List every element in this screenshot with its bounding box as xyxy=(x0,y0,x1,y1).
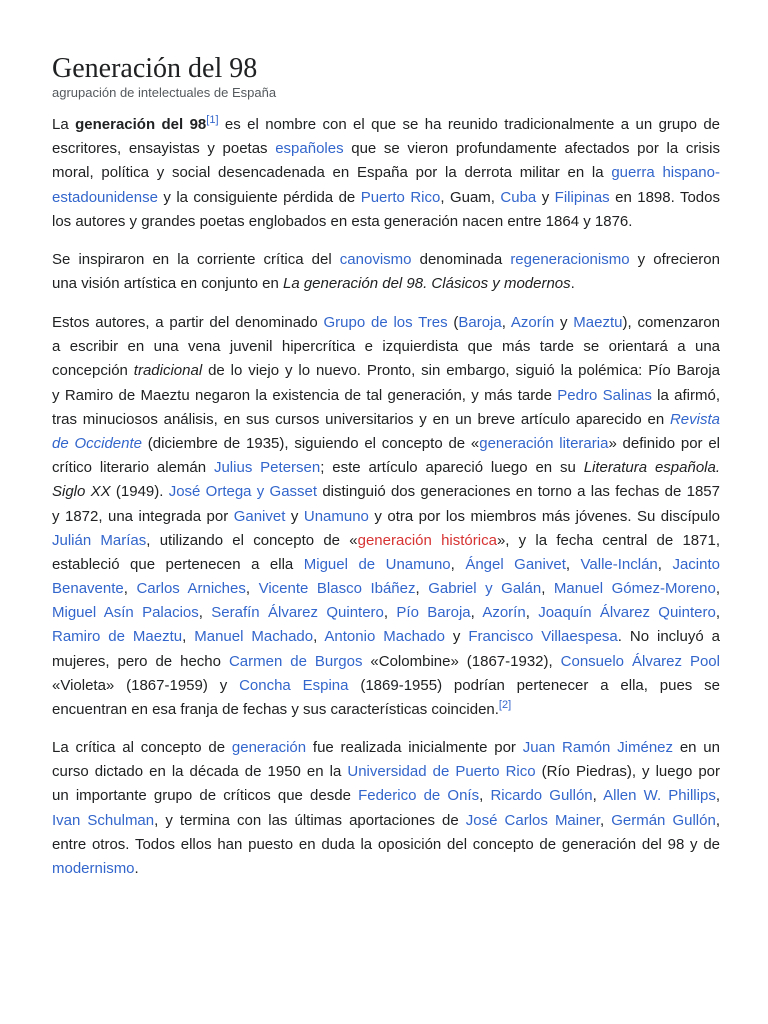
text: y xyxy=(554,314,574,331)
text: y xyxy=(536,188,555,206)
link-consuelo-alvarez-pool[interactable]: Consuelo Álvarez Pool xyxy=(560,652,720,670)
text: , xyxy=(541,580,554,598)
link-joaquin-alvarez-quintero[interactable]: Joaquín Álvarez Quintero xyxy=(538,604,716,622)
link-regeneracionismo[interactable]: regeneracionismo xyxy=(510,251,630,268)
text: mujeres, pero de hecho xyxy=(52,652,229,670)
link-antonio-machado[interactable]: Antonio Machado xyxy=(324,628,445,646)
text: , utilizando el concepto de « xyxy=(146,531,358,549)
text: fue realizada inicialmente por xyxy=(306,739,523,756)
text-line xyxy=(52,650,720,674)
link-manuel-machado[interactable]: Manuel Machado xyxy=(194,628,314,646)
italic-title: La generación del 98. Clásicos y modernos xyxy=(282,275,571,293)
paragraph-authors xyxy=(52,311,720,722)
link-maeztu[interactable]: Maeztu xyxy=(573,314,623,331)
text: , xyxy=(123,580,137,598)
text: escritores, ensayistas y poetas xyxy=(52,140,276,158)
text: La xyxy=(52,116,76,133)
text-line xyxy=(52,272,720,296)
text: los autores y grandes poetas englobados en esta generación nacen entre 1864 y 1876. xyxy=(52,212,633,230)
link-ramiro-de-maeztu[interactable]: Ramiro de Maeztu xyxy=(52,628,183,646)
text: de lo viejo y lo nuevo. Pronto, sin embargo, siguió la polémica: Pío Baroja xyxy=(202,362,721,380)
link-jacinto-benavente[interactable]: Benavente xyxy=(52,580,124,598)
text: . No incluyó a xyxy=(617,628,720,646)
link-gabriel-y-galan[interactable]: Gabriel y Galán xyxy=(428,580,542,598)
link-guerra-hispano-estadounidense[interactable]: estadounidense xyxy=(52,188,158,206)
text: una visión artística en conjunto en xyxy=(52,275,283,293)
reference-link[interactable]: [1] xyxy=(206,114,219,126)
link-julian-marias[interactable]: Julián Marías xyxy=(52,531,147,549)
link-concha-espina[interactable]: Concha Espina xyxy=(239,676,349,694)
paragraph-intro xyxy=(52,113,720,234)
text: estableció que pertenecen a ella xyxy=(52,555,304,573)
text: , xyxy=(479,787,491,805)
text-line xyxy=(52,529,720,553)
text: que se vieron profundamente afectados por la crisis xyxy=(343,140,720,158)
text: (1949). xyxy=(110,483,169,501)
text: la afirmó, xyxy=(651,386,720,404)
link-guerra-hispano-estadounidense[interactable]: guerra hispano- xyxy=(611,164,720,182)
text: encuentran en esa franja de fechas y sus características coinciden. xyxy=(52,701,499,718)
text: , y termina con las últimas aportaciones de xyxy=(154,811,466,829)
page-subtitle: agrupación de intelectuales de España xyxy=(52,85,277,100)
text-line xyxy=(52,335,720,359)
paragraph-inspiration xyxy=(52,248,720,296)
text: , xyxy=(470,604,483,622)
link-azorin[interactable]: Azorín xyxy=(510,314,555,331)
text-line xyxy=(52,456,720,480)
link-jacinto-benavente[interactable]: Jacinto xyxy=(672,555,720,573)
link-gomez-moreno[interactable]: Manuel Gómez-Moreno xyxy=(553,580,716,598)
text-line xyxy=(52,601,720,625)
link-asin-palacios[interactable]: Miguel Asín Palacios xyxy=(52,604,199,622)
text: ( xyxy=(447,314,459,331)
link-miguel-de-unamuno[interactable]: Miguel de Unamuno xyxy=(303,555,451,573)
text: La crítica al concepto de xyxy=(52,739,232,756)
text: , xyxy=(592,787,604,805)
link-baroja[interactable]: Baroja xyxy=(458,314,502,331)
link-serafin-alvarez-quintero[interactable]: Serafín Álvarez Quintero xyxy=(211,604,384,622)
text: entre otros. Todos ellos han puesto en duda la oposición del concepto de generación del 98 y de xyxy=(52,835,720,853)
text: , xyxy=(415,580,429,598)
link-cuba[interactable]: Cuba xyxy=(500,188,537,206)
text: distinguió dos generaciones en torno a las fechas de 1857 xyxy=(317,483,720,501)
text: , xyxy=(383,604,397,622)
text-line xyxy=(52,833,720,857)
text: , xyxy=(715,787,720,805)
text: un importante grupo de críticos que desde xyxy=(52,787,359,805)
link-carlos-arniches[interactable]: Carlos Arniches xyxy=(136,580,246,598)
text-line xyxy=(52,161,720,185)
link-blasco-ibanez[interactable]: Vicente Blasco Ibáñez xyxy=(258,580,416,598)
link-unamuno[interactable]: Unamuno xyxy=(303,507,369,525)
text: curso dictado en la década de 1950 en la xyxy=(52,763,348,781)
italic-link-text: Revista xyxy=(669,410,720,428)
text-line xyxy=(52,432,720,456)
text: , xyxy=(198,604,212,622)
page-title: Generación del 98 xyxy=(52,53,258,84)
text: tras minuciosos análisis, en sus cursos universitarios y en un breve artículo aparecido en xyxy=(52,410,670,428)
text: , Guam, xyxy=(440,188,501,206)
link-grupo-de-los-tres[interactable]: Grupo de los Tres xyxy=(323,314,448,331)
text: y la consiguiente pérdida de xyxy=(157,188,361,206)
link-espanoles[interactable]: españoles xyxy=(275,140,344,158)
text: Estos autores, a partir del denominado xyxy=(52,314,324,331)
link-generacion-literaria[interactable]: generación literaria xyxy=(479,434,609,452)
link-julius-petersen[interactable]: Julius Petersen xyxy=(213,459,321,477)
text-line xyxy=(52,186,720,210)
link-modernismo[interactable]: modernismo xyxy=(52,859,135,877)
link-generacion-historica[interactable]: generación histórica xyxy=(357,531,497,549)
italic-link-text: de Occidente xyxy=(52,434,142,452)
text: en un xyxy=(673,739,720,756)
link-universidad-de-puerto-rico[interactable]: Universidad de Puerto Rico xyxy=(347,763,536,781)
link-ivan-schulman[interactable]: Ivan Schulman xyxy=(52,811,155,829)
text: denominada xyxy=(411,251,511,268)
link-generacion[interactable]: generación xyxy=(231,739,307,756)
text: ; este artículo apareció luego en su xyxy=(320,459,584,477)
text-line xyxy=(52,698,720,722)
text-line xyxy=(52,384,720,408)
text-line xyxy=(52,113,720,137)
text: (diciembre de 1935), siguiendo el concepto de « xyxy=(142,434,480,452)
text: y 1872, una integrada por xyxy=(52,507,234,525)
text-line xyxy=(52,784,720,808)
link-angel-ganivet[interactable]: Ángel Ganivet xyxy=(465,555,566,573)
text: y otra por los miembros más jóvenes. Su discípulo xyxy=(368,507,721,525)
link-valle-inclan[interactable]: Valle-Inclán xyxy=(580,555,658,573)
link-ganivet[interactable]: Ganivet xyxy=(233,507,286,525)
text-line xyxy=(52,311,720,335)
italic-term: tradicional xyxy=(133,362,203,380)
text: y xyxy=(285,507,304,525)
text-line xyxy=(52,359,720,383)
text: , xyxy=(182,628,195,646)
text: , xyxy=(657,555,673,573)
text-line xyxy=(52,760,720,784)
text: y ofrecieron xyxy=(629,251,720,268)
link-federico-de-onis[interactable]: Federico de Onís xyxy=(358,787,480,805)
bold-term: generación del 98 xyxy=(75,116,207,133)
link-carmen-de-burgos[interactable]: Carmen de Burgos xyxy=(228,652,363,670)
text-line xyxy=(52,210,720,234)
text: moral, política y social desencadenada en España por la derrota militar en la xyxy=(52,164,612,182)
link-filipinas[interactable]: Filipinas xyxy=(554,188,610,206)
link-pio-baroja[interactable]: Pío Baroja xyxy=(396,604,471,622)
link-pedro-salinas[interactable]: Pedro Salinas xyxy=(557,386,652,404)
text: », y la fecha central de 1871, xyxy=(496,531,720,549)
link-puerto-rico[interactable]: Puerto Rico xyxy=(360,188,441,206)
link-revista-de-occidente[interactable] xyxy=(52,435,142,452)
text: (Río Piedras), y luego por xyxy=(535,763,721,781)
text: , xyxy=(715,811,720,829)
reference-link[interactable]: [2] xyxy=(498,699,512,711)
text: » definido por el xyxy=(608,434,721,452)
link-juan-ramon-jimenez[interactable]: Juan Ramón Jiménez xyxy=(522,739,674,756)
text-line xyxy=(52,137,720,161)
link-villaespesa[interactable]: Francisco Villaespesa xyxy=(468,628,618,646)
italic-title: Literatura española. xyxy=(583,459,721,477)
text-line xyxy=(52,505,720,529)
link-german-gullon[interactable]: Germán Gullón xyxy=(611,811,716,829)
italic-title: Siglo XX xyxy=(52,483,111,501)
text-line xyxy=(52,857,720,881)
text-line xyxy=(52,553,720,577)
text: , xyxy=(313,628,325,646)
text: , xyxy=(245,580,259,598)
text-line xyxy=(52,577,720,601)
link-ortega-y-gasset[interactable]: José Ortega y Gasset xyxy=(168,483,318,501)
text: a escribir en una vena juvenil hipercrítica e izquierdista que más tarde se orientará a una xyxy=(52,338,720,356)
text-line xyxy=(52,674,720,698)
text: en 1898. Todos xyxy=(609,188,720,206)
link-revista-de-occidente[interactable] xyxy=(670,411,720,428)
text: . xyxy=(134,859,139,877)
text: , xyxy=(565,555,581,573)
text: , xyxy=(715,604,720,622)
text: , xyxy=(715,580,721,598)
text: crítico literario alemán xyxy=(52,459,214,477)
text: , xyxy=(501,314,511,331)
text: . xyxy=(570,275,575,293)
text: ), comenzaron xyxy=(622,314,720,331)
paragraph-criticism xyxy=(52,736,720,881)
text-line xyxy=(52,248,720,272)
link-allen-w-phillips[interactable]: Allen W. Phillips xyxy=(603,787,716,805)
link-azorin-2[interactable]: Azorín xyxy=(482,604,526,622)
text-line xyxy=(52,408,720,432)
text: Se inspiraron en la corriente crítica del xyxy=(52,251,340,268)
text: «Colombine» (1867-1932), xyxy=(362,652,561,670)
text-line xyxy=(52,736,720,760)
text-line xyxy=(52,809,720,833)
text: , xyxy=(450,555,466,573)
text: , xyxy=(525,604,539,622)
text: y xyxy=(444,628,469,646)
text-line xyxy=(52,625,720,649)
link-jose-carlos-mainer[interactable]: José Carlos Mainer xyxy=(465,811,600,829)
text: , xyxy=(599,811,612,829)
text-line xyxy=(52,480,720,504)
text: concepción xyxy=(52,362,134,380)
text: (1869-1955) podrían pertenecer a ella, pues se xyxy=(348,676,720,694)
text: es el nombre con el que se ha reunido tradicionalmente a un grupo de xyxy=(218,116,721,133)
link-ricardo-gullon[interactable]: Ricardo Gullón xyxy=(490,787,593,805)
text: «Violeta» (1867-1959) y xyxy=(52,676,240,694)
link-canovismo[interactable]: canovismo xyxy=(339,251,412,268)
text: y Ramiro de Maeztu negaron la existencia de tal generación, y más tarde xyxy=(52,386,558,404)
